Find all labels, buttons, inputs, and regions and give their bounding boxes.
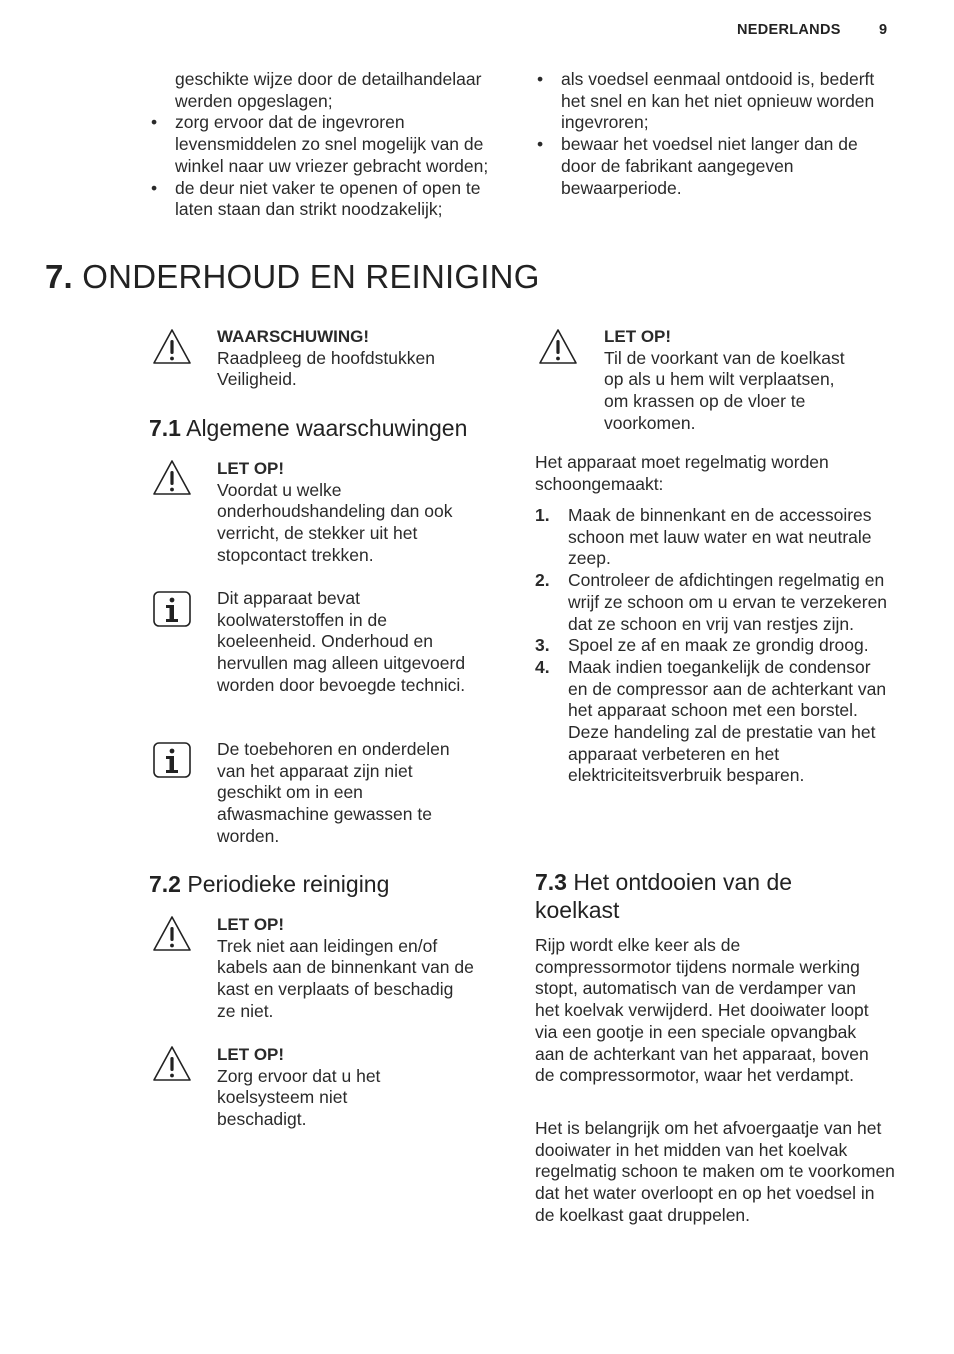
intro-continuation: geschikte wijze door de detailhandelaar werden opgeslagen; [175,69,482,111]
list-item: 1. Maak de binnenkant en de accessoires schoon met lauw water en wat neutrale zeep. [535,505,872,569]
list-item: 3. Spoel ze af en maak ze grondig droog. [535,635,869,656]
page-number: 9 [879,22,888,38]
cleaning-steps [535,505,890,787]
info-note: De toebehoren en onderdelen van het apparaat zijn niet geschikt om in een afwasmachine gewassen te worden. [217,739,450,846]
warning-triangle-icon [538,328,578,368]
list-item: • zorg ervoor dat de ingevroren levensmiddelen zo snel mogelijk van de winkel naar uw vriezer gebracht worden; [151,112,489,176]
info-icon [152,590,192,630]
cleaning-intro: Het apparaat moet regelmatig worden schoongemaakt: [535,452,829,494]
warning-triangle-icon [152,1045,192,1085]
list-item: • de deur niet vaker te openen of open te laten staan dan strikt noodzakelijk; [151,177,481,220]
warning-triangle-icon [152,915,192,955]
list-item: 2. Controleer de afdichtingen regelmatig en wrijf ze schoon om u ervan te verzekeren dat ze schoon en vrij van restjes zijn. [535,570,888,634]
section-number: 7. [45,258,73,295]
defrost-paragraph-2: Het is belangrijk om het afvoergaatje van het dooiwater in het midden van het koelvak regelmatig schoon te maken om te voorkomen dat het water overloopt en op het voedsel in de koelkast gaat druppelen. [535,1118,895,1225]
intro-right [535,69,885,199]
list-item: 4. Maak indien toegankelijk de condensor en de compressor aan de achterkant van het apparaat schoon met een borstel. Deze handeling zal de prestatie van het apparaat verbeteren en het elektriciteitsverbruik besparen. [535,656,887,786]
intro-left [149,69,509,221]
info-note: Dit apparaat bevat koolwaterstoffen in de koeleenheid. Onderhoud en hervullen mag alleen uitgevoerd worden door bevoegde technici. [217,588,466,695]
subsection-title-71: 7.1 Algemene waarschuwingen [149,415,468,441]
list-item: • als voedsel eenmaal ontdooid is, bederft het snel en kan het niet opnieuw worden ingevroren; [537,69,875,133]
header-language: NEDERLANDS [737,22,841,38]
caution-note: LET OP! Trek niet aan leidingen en/of kabels aan de binnenkant van de kast en verplaats of beschadig ze niet. [217,915,474,1021]
defrost-paragraph-1: Rijp wordt elke keer als de compressormotor tijdens normale werking stopt, automatisch van de verdamper van het koelvak verwijderd. Het dooiwater loopt via een gootje in een speciale opvangbak aan de achterkant van het apparaat, boven de compressormotor, waar het verdampt. [535,935,869,1086]
warning-note [217,326,477,391]
caution-note: LET OP! Voordat u welke onderhoudshandeling dan ook verricht, de stekker uit het stopcontact trekken. [217,459,453,565]
subsection-title-72: 7.2 Periodieke reiniging [149,871,390,897]
section-title-text: ONDERHOUD EN REINIGING [82,258,540,295]
section-title [45,259,540,295]
caution-note: LET OP! Til de voorkant van de koelkast op als u hem wilt verplaatsen, om krassen op de vloer te voorkomen. [604,327,845,433]
caution-note: LET OP! Zorg ervoor dat u het koelsysteem niet beschadigt. [217,1045,381,1130]
note-text: Raadpleeg de hoofdstukken Veiligheid. [217,347,435,390]
warning-triangle-icon [152,328,192,368]
list-item: • bewaar het voedsel niet langer dan de door de fabrikant aangegeven bewaarperiode. [537,134,858,198]
note-title: WAARSCHUWING! [217,327,370,346]
info-icon [152,741,192,781]
subsection-title-73: 7.3 Het ontdooien van de koelkast [535,869,793,923]
warning-triangle-icon [152,459,192,499]
